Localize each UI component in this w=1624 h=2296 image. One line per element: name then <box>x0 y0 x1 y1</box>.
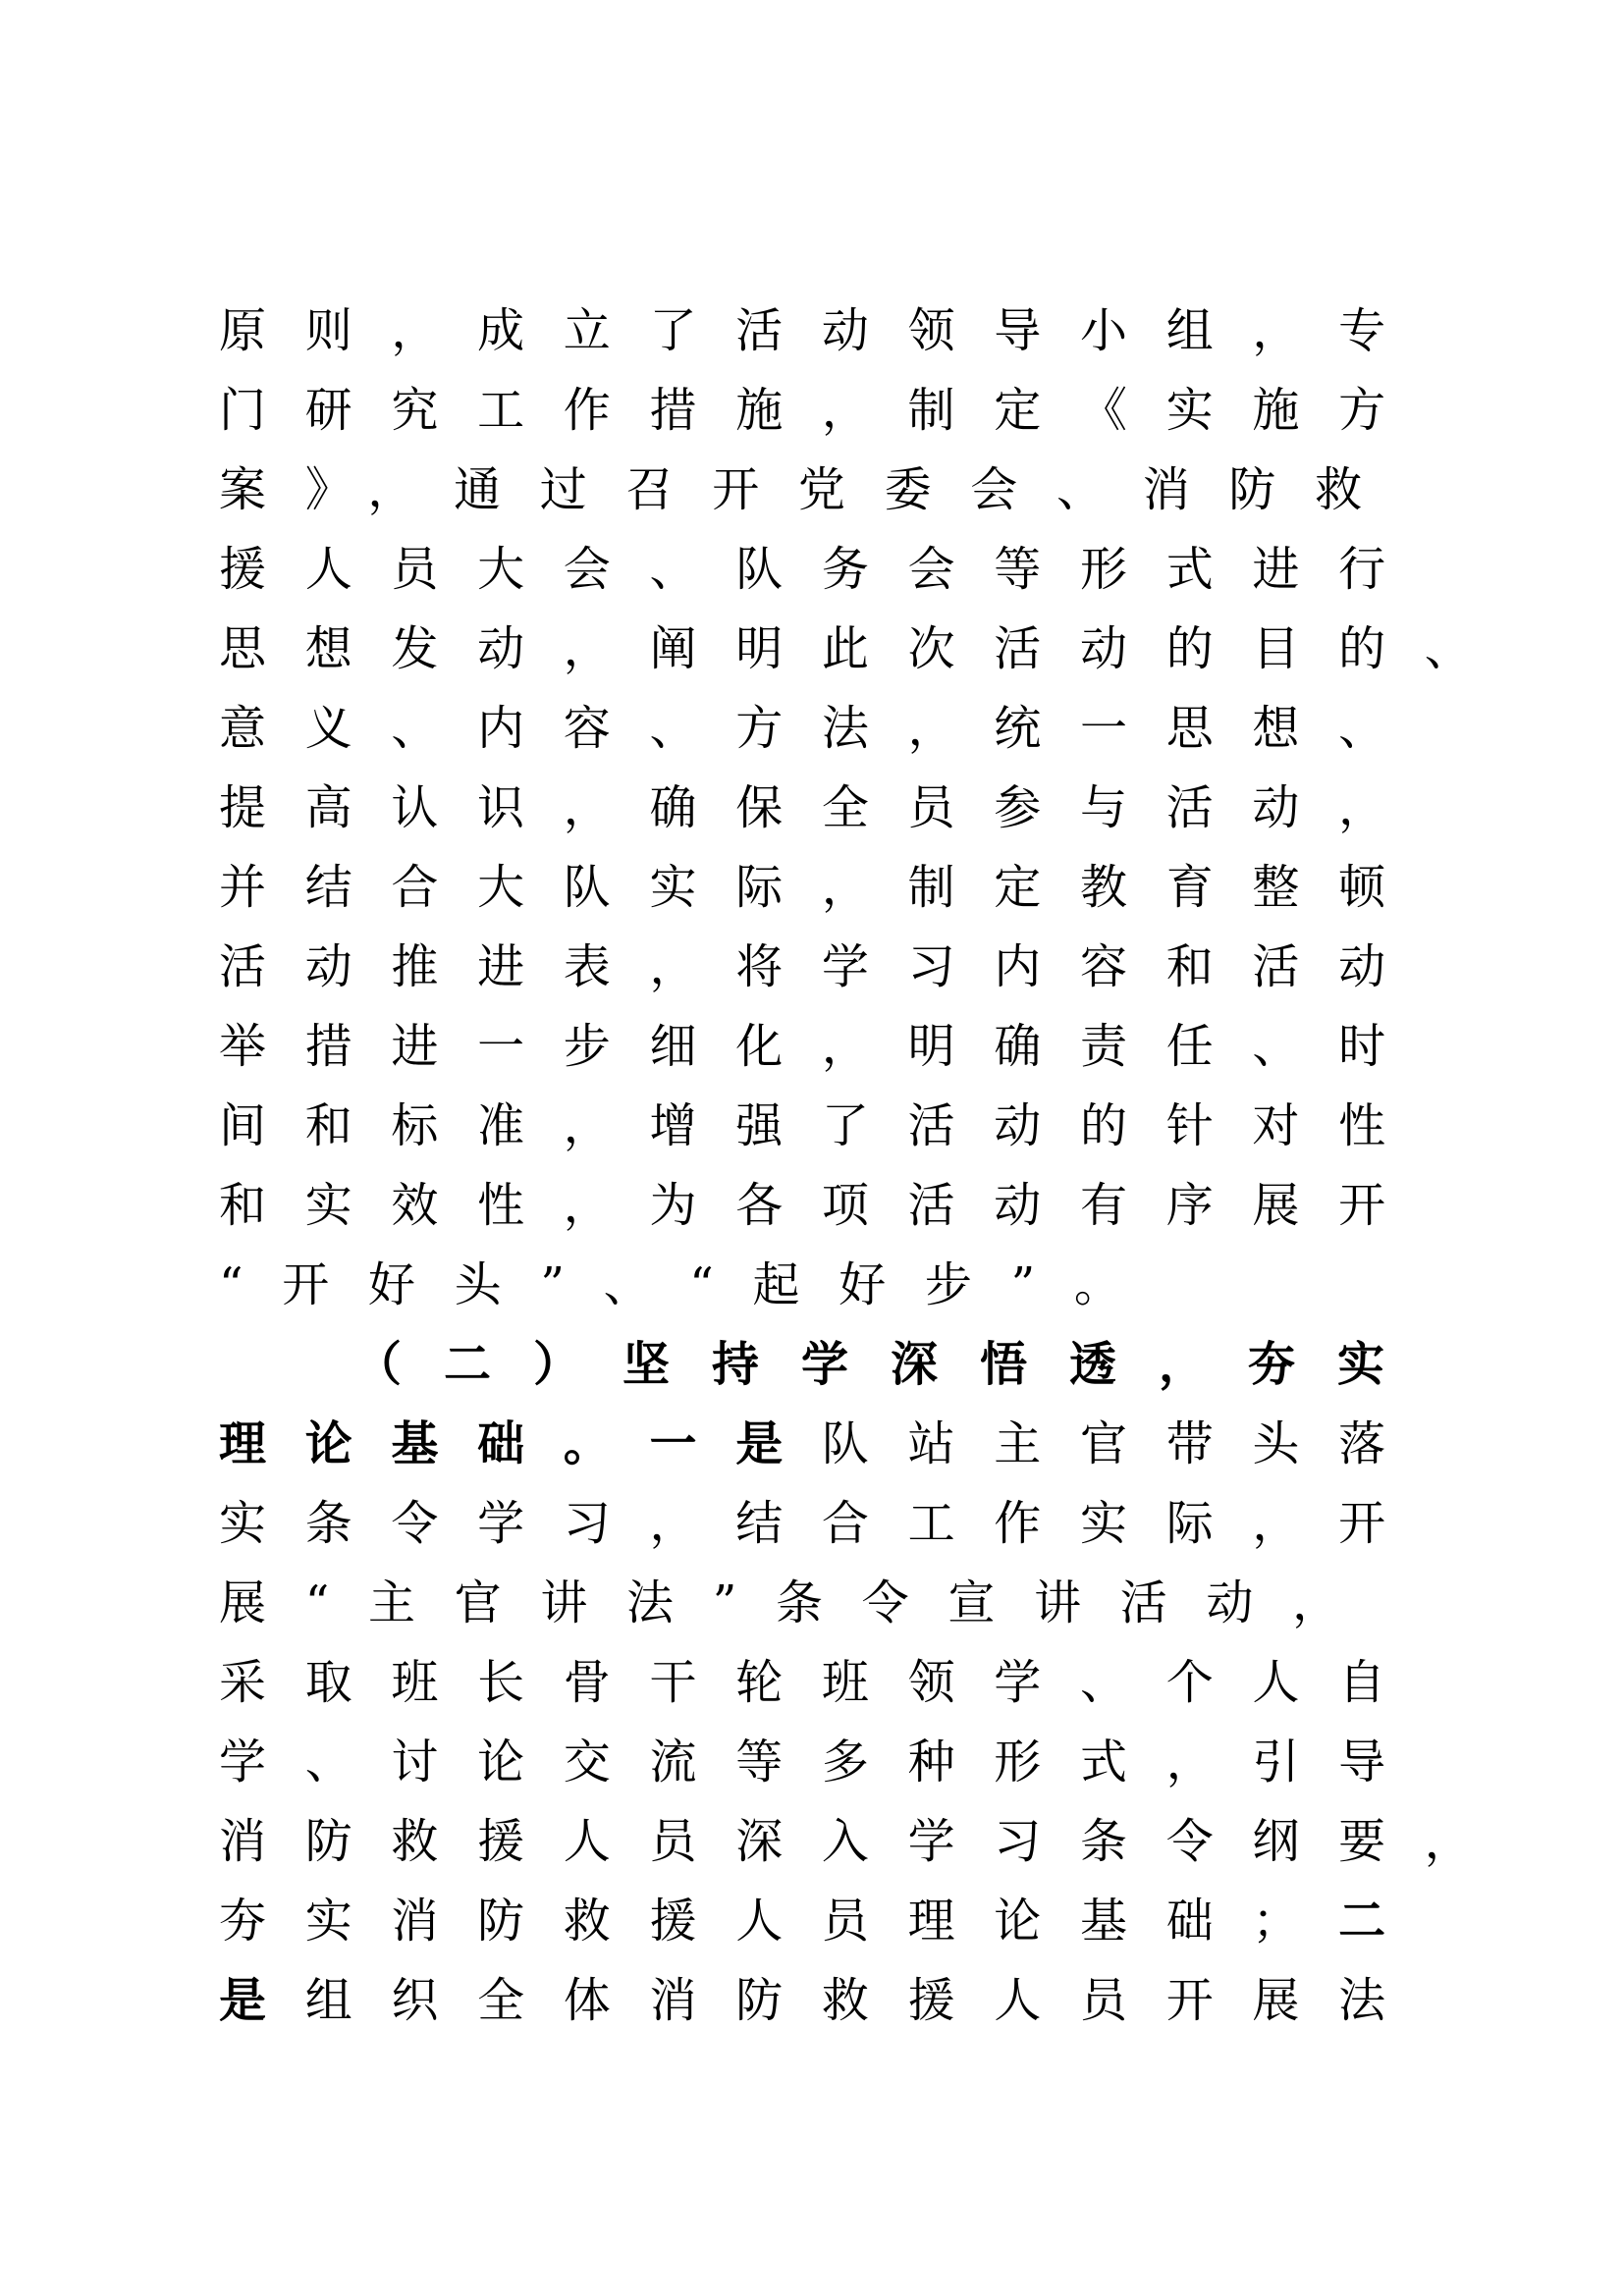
text-line <box>219 610 1511 689</box>
text-line <box>219 371 1425 451</box>
text-segment: 门研究工作措施，制定《实施方 <box>219 383 1425 438</box>
text-segment: 学、讨论交流等多种形式，引导 <box>219 1735 1425 1789</box>
bold-text-segment: 理论基础。一是 <box>219 1416 822 1471</box>
text-line <box>219 1961 1425 2041</box>
text-line <box>219 451 1401 530</box>
text-line <box>219 1166 1425 1246</box>
text-segment: 展“主官讲法”条令宣讲活动， <box>219 1575 1379 1630</box>
text-line <box>219 292 1425 371</box>
text-line <box>219 530 1425 610</box>
text-segment: 组织全体消防救援人员开展法 <box>304 1973 1425 2028</box>
text-segment: 队站主官带头落 <box>821 1416 1425 1471</box>
text-line <box>219 1007 1425 1087</box>
text-segment: 和实效性，为各项活动有序展开 <box>219 1178 1425 1233</box>
text-segment: 举措进一步细化，明确责任、时 <box>219 1019 1425 1074</box>
text-line <box>219 1802 1511 1882</box>
text-line <box>219 1643 1425 1723</box>
text-segment: 采取班长骨干轮班领学、个人自 <box>219 1655 1425 1710</box>
text-line <box>219 689 1425 769</box>
text-line <box>219 1564 1379 1643</box>
text-line <box>219 848 1425 928</box>
bold-text-segment: 是 <box>219 1973 305 2028</box>
text-line <box>219 1484 1425 1564</box>
text-segment: 案》，通过召开党委会、消防救 <box>219 462 1401 517</box>
text-line <box>219 1405 1425 1484</box>
text-segment: 并结合大队实际，制定教育整顿 <box>219 860 1425 915</box>
text-segment: 提高认识，确保全员参与活动， <box>219 780 1425 835</box>
text-line <box>219 1246 1161 1325</box>
text-segment: “开好头”、“起好步”。 <box>219 1257 1161 1312</box>
text-segment: 意义、内容、方法，统一思想、 <box>219 701 1425 756</box>
text-segment: 消防救援人员深入学习条令纲要， <box>219 1814 1511 1869</box>
text-line <box>219 1087 1425 1166</box>
text-line <box>219 1882 1425 1961</box>
text-line <box>219 1723 1425 1802</box>
text-segment: 活动推进表，将学习内容和活动 <box>219 939 1425 994</box>
bold-text-segment: 二 <box>1338 1894 1425 1949</box>
text-segment: 间和标准，增强了活动的针对性 <box>219 1098 1425 1153</box>
section-heading-line <box>354 1325 1427 1405</box>
bold-text-segment: （二）坚持学深悟透，夯实 <box>354 1337 1428 1392</box>
text-segment: 原则，成立了活动领导小组，专 <box>219 303 1425 358</box>
text-line <box>219 928 1425 1007</box>
text-line <box>219 769 1425 848</box>
text-segment: 夯实消防救援人员理论基础； <box>219 1894 1339 1949</box>
text-segment: 思想发动，阐明此次活动的目的、 <box>219 621 1511 676</box>
text-segment: 援人员大会、队务会等形式进行 <box>219 542 1425 597</box>
text-segment: 实条令学习，结合工作实际，开 <box>219 1496 1425 1551</box>
